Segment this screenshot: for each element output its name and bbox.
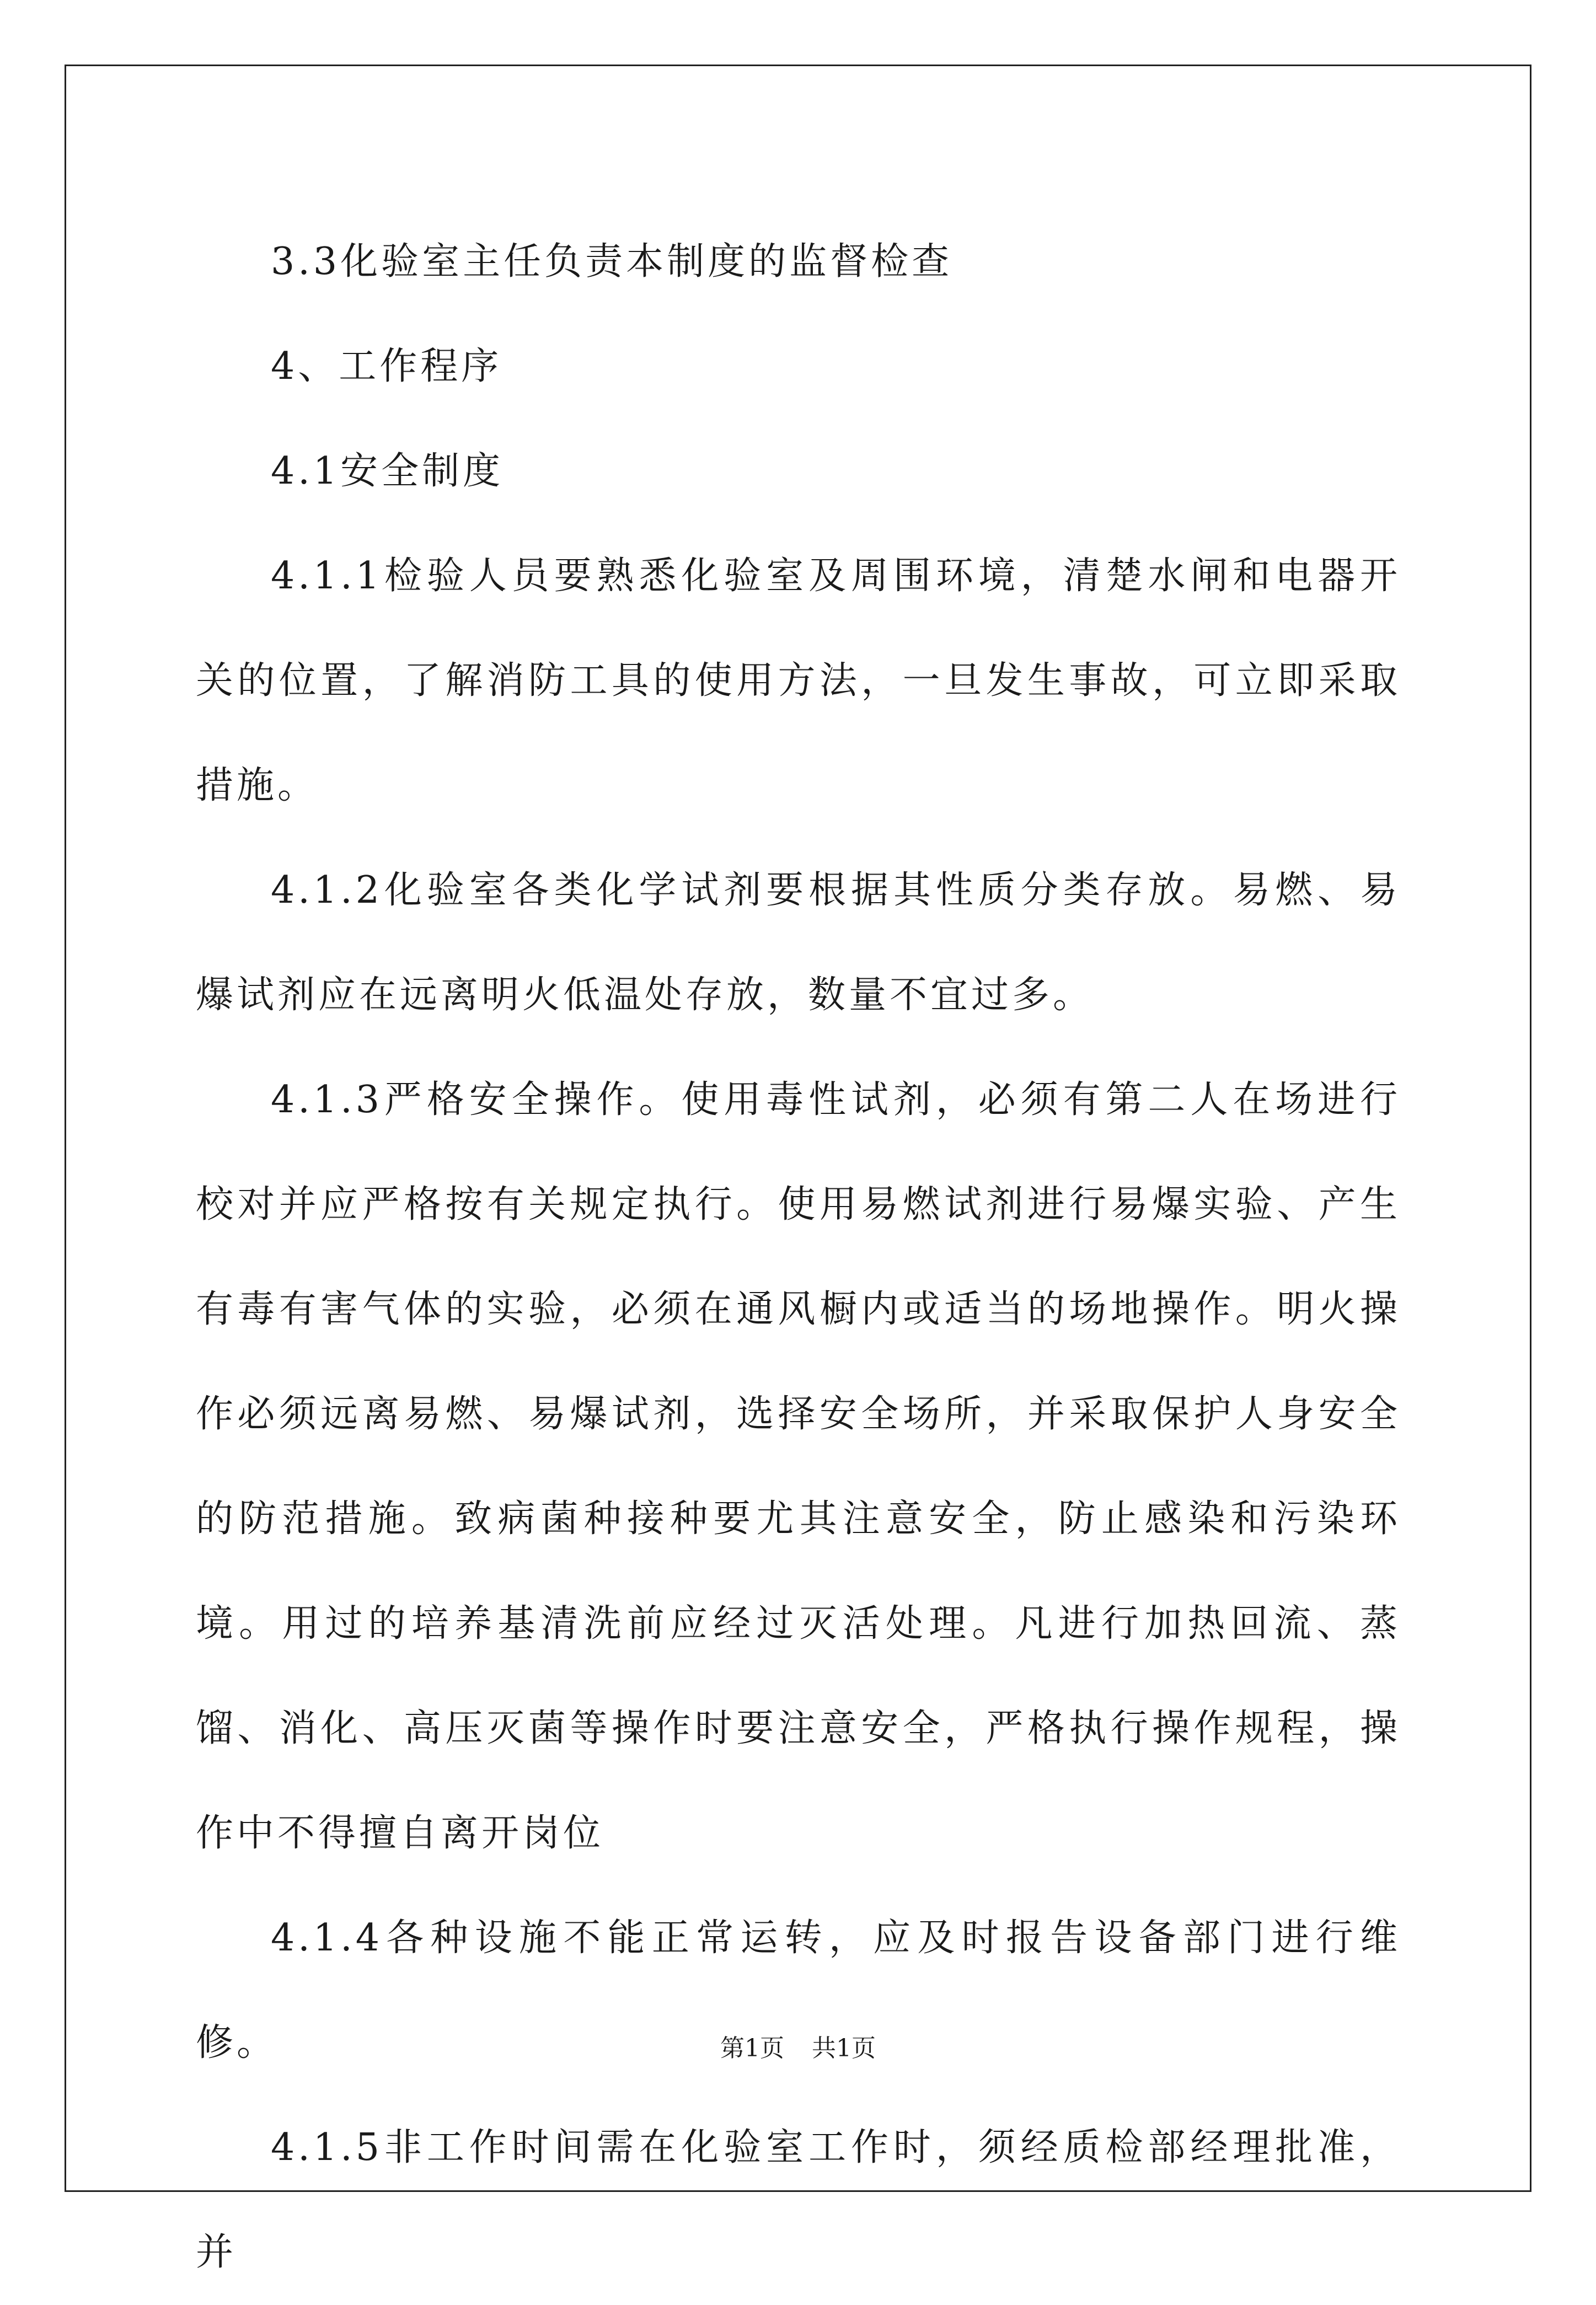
heading-safety-system: 4.1安全制度 <box>271 449 504 493</box>
page-total: 共1页 <box>812 2034 876 2062</box>
paragraph-4-1-3: 4.1.3严格安全操作。使用毒性试剂，必须有第二人在场进行校对并应严格按有关规定执行。使用易燃试剂进行易爆实验、产生有毒有害气体的实验，必须在通风橱内或适当的场地操作。明火操作必须远离易燃、易爆试剂，选择安全场所，并采取保护人身安全的防范措施。致病菌种接种要尤其注意安全，防止感染和污染环境。用过的培养基清洗前应经过灭活处理。凡进行加热回流、蒸馏、消化、高压灭菌等操作时要注意安全，严格执行操作规程，操作中不得擅自离开岗位 <box>196 1078 1401 1855</box>
page-number: 第1页 <box>720 2034 784 2062</box>
paragraph-4-1-4: 4.1.4各种设施不能正常运转，应及时报告设备部门进行维修。 <box>196 1916 1401 2065</box>
paragraph-3-3: 3.3化验室主任负责本制度的监督检查 <box>271 240 953 283</box>
paragraph-4-1-1: 4.1.1检验人员要熟悉化验室及周围环境，清楚水闸和电器开关的位置，了解消防工具的使用方法，一旦发生事故，可立即采取措施。 <box>196 554 1401 807</box>
heading-work-procedure: 4、工作程序 <box>271 345 502 388</box>
paragraph-4-1-5: 4.1.5非工作时间需在化验室工作时，须经质检部经理批准，并 <box>196 2126 1401 2274</box>
document-body <box>196 210 1401 2305</box>
paragraph-4-1-2: 4.1.2化验室各类化学试剂要根据其性质分类存放。易燃、易爆试剂应在远离明火低温处存放，数量不宜过多。 <box>196 869 1401 1017</box>
page-footer <box>0 2032 1596 2065</box>
